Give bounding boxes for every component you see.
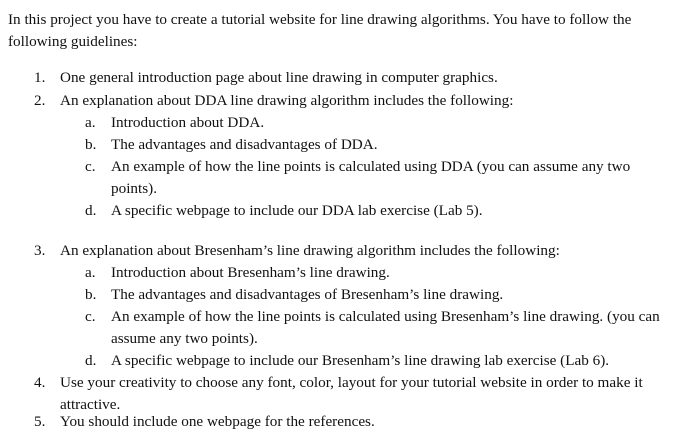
sublist-item-text: A specific webpage to include our Bresenham’s line drawing lab exercise (Lab 6). xyxy=(111,352,610,369)
list-marker: 5. xyxy=(34,413,46,430)
sublist-item-text: Introduction about DDA. xyxy=(111,114,265,131)
sublist-item-text: The advantages and disadvantages of DDA. xyxy=(111,136,378,153)
sublist-marker: d. xyxy=(85,202,97,219)
list-marker: 4. xyxy=(34,374,46,391)
sublist-item-text: A specific webpage to include our DDA lab exercise (Lab 5). xyxy=(111,202,483,219)
list-item-text: Use your creativity to choose any font, color, layout for your tutorial website in order to make it attractive. xyxy=(60,374,643,413)
sublist-marker: a. xyxy=(85,264,96,281)
list-item-text: An explanation about DDA line drawing algorithm includes the following: xyxy=(60,92,514,109)
sublist-marker: b. xyxy=(85,136,97,153)
sublist-item-text: An example of how the line points is calculated using DDA (you can assume any two points). xyxy=(111,158,631,197)
list-marker: 2. xyxy=(34,92,46,109)
list-marker: 3. xyxy=(34,242,46,259)
list-item-text: One general introduction page about line drawing in computer graphics. xyxy=(60,69,498,86)
sublist-item-text: An example of how the line points is calculated using Bresenham’s line drawing. (you can assume any two points). xyxy=(111,308,660,347)
sublist-item-text: Introduction about Bresenham’s line drawing. xyxy=(111,264,390,281)
sublist-marker: d. xyxy=(85,352,97,369)
sublist-item-text: The advantages and disadvantages of Bresenham’s line drawing. xyxy=(111,286,504,303)
sublist-marker: c. xyxy=(85,308,96,325)
intro-paragraph: In this project you have to create a tutorial website for line drawing algorithms. You have to follow the following guidelines: xyxy=(8,11,632,50)
sublist-marker: c. xyxy=(85,158,96,175)
sublist-marker: b. xyxy=(85,286,97,303)
sublist-marker: a. xyxy=(85,114,96,131)
list-marker: 1. xyxy=(34,69,46,86)
list-item-text: You should include one webpage for the references. xyxy=(60,413,375,430)
list-item-text: An explanation about Bresenham’s line drawing algorithm includes the following: xyxy=(60,242,560,259)
